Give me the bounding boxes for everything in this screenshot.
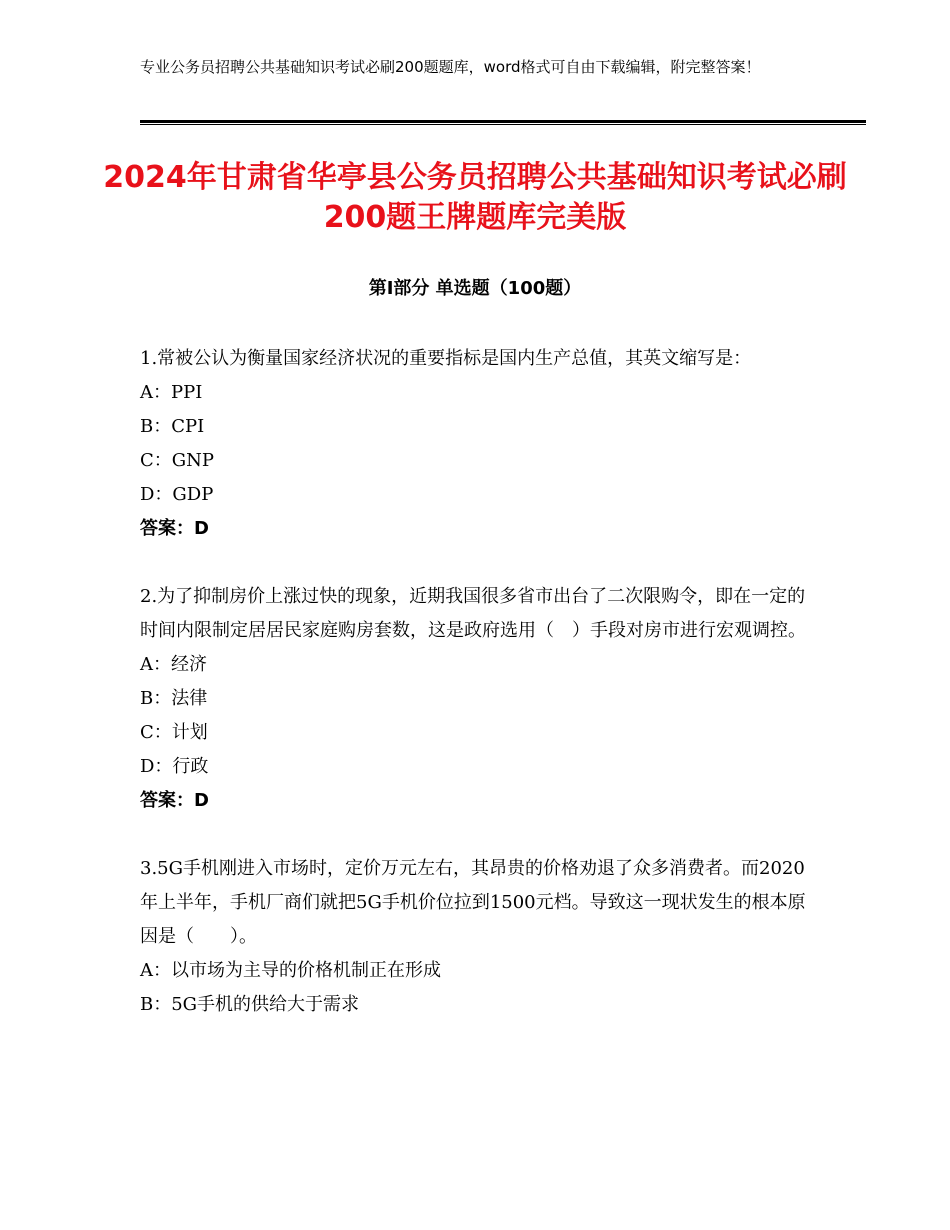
option-d: D：行政 — [140, 756, 209, 777]
option-a: A：经济 — [140, 654, 207, 675]
option-d: D：GDP — [140, 484, 214, 505]
option-b: B：法律 — [140, 688, 208, 709]
question-stem: 2.为了抑制房价上涨过快的现象，近期我国很多省市出台了二次限购令，即在一定的时间内限制定居居民家庭购房套数，这是政府选用（ ）手段对房市进行宏观调控。 — [140, 586, 806, 641]
option-c: C：GNP — [140, 450, 215, 471]
question-list — [140, 342, 810, 1056]
header-note: 专业公务员招聘公共基础知识考试必刷200题题库，word格式可自由下载编辑，附完整答案！ — [140, 58, 761, 76]
option-b: B：5G手机的供给大于需求 — [140, 994, 360, 1015]
question-3 — [140, 852, 810, 1022]
option-b: B：CPI — [140, 416, 205, 437]
header-divider — [140, 120, 866, 125]
document-title: 2024年甘肃省华亭县公务员招聘公共基础知识考试必刷200题王牌题库完美版 — [103, 160, 847, 235]
question-stem: 1.常被公认为衡量国家经济状况的重要指标是国内生产总值，其英文缩写是： — [140, 348, 752, 369]
section-title: 第Ⅰ部分 单选题（100题） — [368, 278, 582, 299]
question-1 — [140, 342, 810, 546]
answer: 答案：D — [140, 518, 209, 539]
option-a: A：以市场为主导的价格机制正在形成 — [140, 960, 441, 981]
option-c: C：计划 — [140, 722, 208, 743]
question-2 — [140, 580, 810, 818]
question-stem: 3.5G手机刚进入市场时，定价万元左右，其昂贵的价格劝退了众多消费者。而2020年上半年，手机厂商们就把5G手机价位拉到1500元档。导致这一现状发生的根本原因是（ ）。 — [140, 858, 806, 947]
option-a: A：PPI — [140, 382, 203, 403]
answer: 答案：D — [140, 790, 209, 811]
